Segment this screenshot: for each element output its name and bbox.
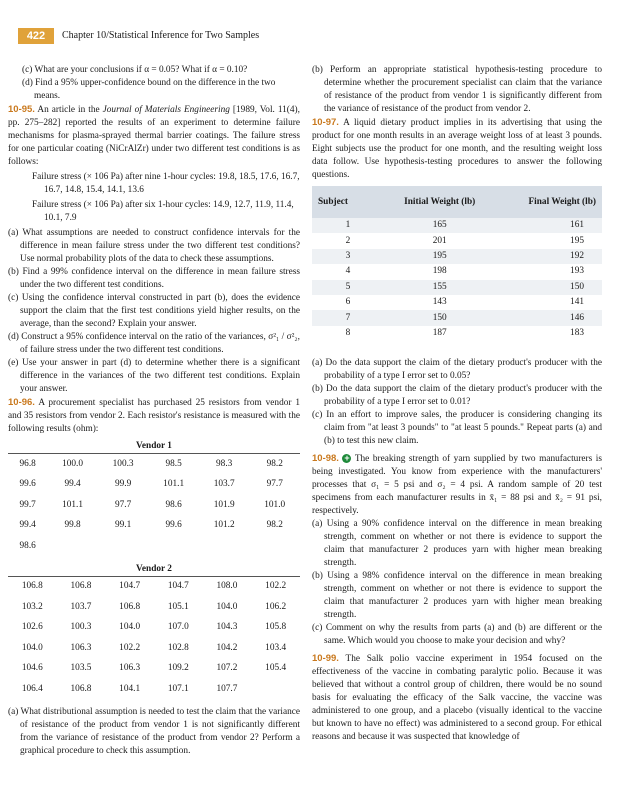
ex95-part-a: (a) What assumptions are needed to construct confidence intervals for the difference in mean failure stress under the two different test conditions? Use normal probability plots of the data to check these assumptions. xyxy=(8,228,300,264)
table-row: 104.6 103.5 106.3 109.2 107.2 105.4 xyxy=(21,663,287,674)
table-row: 99.4 99.8 99.1 99.6 101.2 98.2 xyxy=(19,520,283,531)
plus-icon: + xyxy=(344,453,350,464)
exercise-10-98: 10-98. + The breaking strength of yarn supplied by two manufacturers is being investigated. You know from experience with the manufacturers' processes that σ₁ = 5 psi and σ₂ = 4 psi. A random sample of 20 test specimens from each manufacturer results in x̄₁ = 88 psi and x̄₂ = 91 psi, respectively. xyxy=(312,453,603,517)
vendor2-table xyxy=(8,576,300,700)
table-row: 103.2 103.7 106.8 105.1 104.0 106.2 xyxy=(21,601,287,612)
ex97-part-c: (c) In an effort to improve sales, the producer is considering changing its claim from "at least 3 pounds" to "at least 5 pounds." Repeat parts (a) and (b) to test this new claim. xyxy=(312,410,602,447)
left-column xyxy=(8,64,300,758)
ex95-part-d: (d) Construct a 95% confidence interval on the ratio of the variances, σ²₁ / σ²₂, of failure stress under the two different test conditions. xyxy=(8,332,300,355)
table-row: 96.8 100.0 100.3 98.5 98.3 98.2 xyxy=(8,454,300,475)
table-row: 104.0 106.3 102.2 102.8 104.2 103.4 xyxy=(21,642,287,653)
table-row: 98.6 xyxy=(19,540,36,551)
table-row: 2 201 195 xyxy=(345,235,584,246)
ex96-part-a: (a) What distributional assumption is needed to test the claim that the variance of resistance of the product from vendor 1 is not significantly different from the variance of resistance of the product from vendor 2? Perform a graphical procedure to check this assumption. xyxy=(8,706,300,756)
ex95-part-b: (b) Find a 99% confidence interval on the difference in mean failure stress under the two different test conditions. xyxy=(8,267,300,290)
table-header-row xyxy=(312,186,602,218)
exercise-number: 10-95. xyxy=(8,104,35,115)
ex98-part-c: (c) Comment on why the results from parts (a) and (b) are different or the same. Which would you choose to make your decision and why? xyxy=(312,623,602,647)
ex95-part-c: (c) Using the confidence interval constructed in part (b), does the evidence support the claim that the first test conditions yield higher results, on the average, than the second? Explain your answer. xyxy=(8,293,300,329)
weight-loss-table xyxy=(312,186,602,341)
table-row: 102.6 100.3 104.0 107.0 104.3 105.8 xyxy=(21,622,287,633)
failure-stress-nine-cycles: Failure stress (× 106 Pa) after nine 1-hour cycles: 19.8, 18.5, 17.6, 16.7, 16.7, 14.8, 15.4, 14.1, 13.6 xyxy=(32,172,300,195)
exercise-10-96: 10-96. A procurement specialist has purchased 25 resistors from vendor 1 and 35 resistors from vendor 2. Each resistor's resistance is measured with the following results (ohm): xyxy=(8,397,300,434)
journal-title: Journal of Materials Engineering xyxy=(102,105,230,115)
prev-part-d: (d) Find a 95% upper-confidence bound on the difference in the two means. xyxy=(22,78,276,101)
failure-stress-six-cycles: Failure stress (× 106 Pa) after six 1-hour cycles: 14.9, 12.7, 11.9, 11.4, 10.1, 7.9 xyxy=(32,200,294,223)
col-subject: Subject xyxy=(312,186,384,218)
ex97-part-b: (b) Do the data support the claim of the dietary product's producer with the probability of a type I error set to 0.01? xyxy=(312,384,602,408)
table-row: 4 198 193 xyxy=(345,266,584,277)
col-final-weight: Final Weight (lb) xyxy=(495,186,602,218)
running-head: Chapter 10/Statistical Inference for Two Samples xyxy=(62,30,260,41)
ex95-part-e: (e) Use your answer in part (d) to determine whether there is a significant difference in the variances of the two different test conditions. Explain your answer. xyxy=(8,358,300,394)
table-row: 1 165 161 xyxy=(312,218,602,233)
table-row: 99.6 99.4 99.9 101.1 103.7 97.7 xyxy=(19,479,283,490)
page-header xyxy=(0,28,639,44)
table-row: 7 150 146 xyxy=(312,310,602,325)
exercise-10-97: 10-97. A liquid dietary product implies in its advertising that using the product for one month results in an average weight loss of at least 3 pounds. Eight subjects use the product for one month, and the resulting weight loss data follow. Use hypothesis-testing procedures to answer the following questions. xyxy=(312,117,602,180)
table-row: 3 195 192 xyxy=(312,249,602,264)
exercise-number: 10-98. xyxy=(312,453,339,465)
exercise-10-99: 10-99. The Salk polio vaccine experiment in 1954 focused on the effectiveness of the vaccine in combating paralytic polio. Because it was believed that without a control group of children, there would be no sound basis for evaluating the efficacy of the Salk vaccine, the vaccine was administered to one group, and a placebo (visually identical to the vaccine but known to have no effect) was administered to a second group. For ethical reasons and because it was suspected that knowledge of xyxy=(312,653,602,743)
ex97-part-a: (a) Do the data support the claim of the dietary product's producer with the probability of a type I error set to 0.05? xyxy=(312,358,602,382)
table-row: 106.4 106.8 104.1 107.1 107.7 xyxy=(21,683,238,694)
vendor1-table xyxy=(8,453,300,557)
table-row: 106.8 106.8 104.7 104.7 108.0 102.2 xyxy=(8,576,300,597)
ex98-part-a: (a) Using a 90% confidence interval on the difference in mean breaking strength, comment on whether or not there is evidence to support the claim that manufacturer 2 produces yarn with higher mean breaking strength. xyxy=(312,519,602,569)
ex98-part-b: (b) Using a 98% confidence interval on the difference in mean breaking strength, comment on whether or not there is evidence to support the claim that manufacturer 2 produces yarn with higher mean breaking strength. xyxy=(312,571,602,621)
table-row: 99.7 101.1 97.7 98.6 101.9 101.0 xyxy=(19,499,286,510)
vendor1-title: Vendor 1 xyxy=(136,441,172,451)
table-row: 6 143 141 xyxy=(345,297,584,308)
right-column xyxy=(312,64,602,744)
exercise-10-95: 10-95. An article in the Journal of Materials Engineering [1989, Vol. 11(4), pp. 275–282] reported the results of an experiment to determine failure mechanisms for plasma-sprayed thermal barrier coatings. The failure stress for one particular coating (NiCrAlZr) under two different test conditions is as follows: xyxy=(8,104,300,167)
exercise-number: 10-99. xyxy=(312,653,339,665)
vendor2-title: Vendor 2 xyxy=(136,563,172,574)
prev-part-c: (c) What are your conclusions if α = 0.05? What if α = 0.10? xyxy=(22,65,248,75)
table-row: 5 155 150 xyxy=(312,280,602,295)
ex96-part-b: (b) Perform an appropriate statistical hypothesis-testing procedure to determine whether the procurement specialist can claim that the variance of resistance of the product from vendor 1 is significantly different from the variance of resistance of the product from vendor 2. xyxy=(312,65,602,114)
exercise-number: 10-97. xyxy=(312,117,339,128)
page-number: 422 xyxy=(18,28,54,44)
col-initial-weight: Initial Weight (lb) xyxy=(384,186,495,218)
table-row: 8 187 183 xyxy=(345,327,584,338)
exercise-number: 10-96. xyxy=(8,397,35,408)
